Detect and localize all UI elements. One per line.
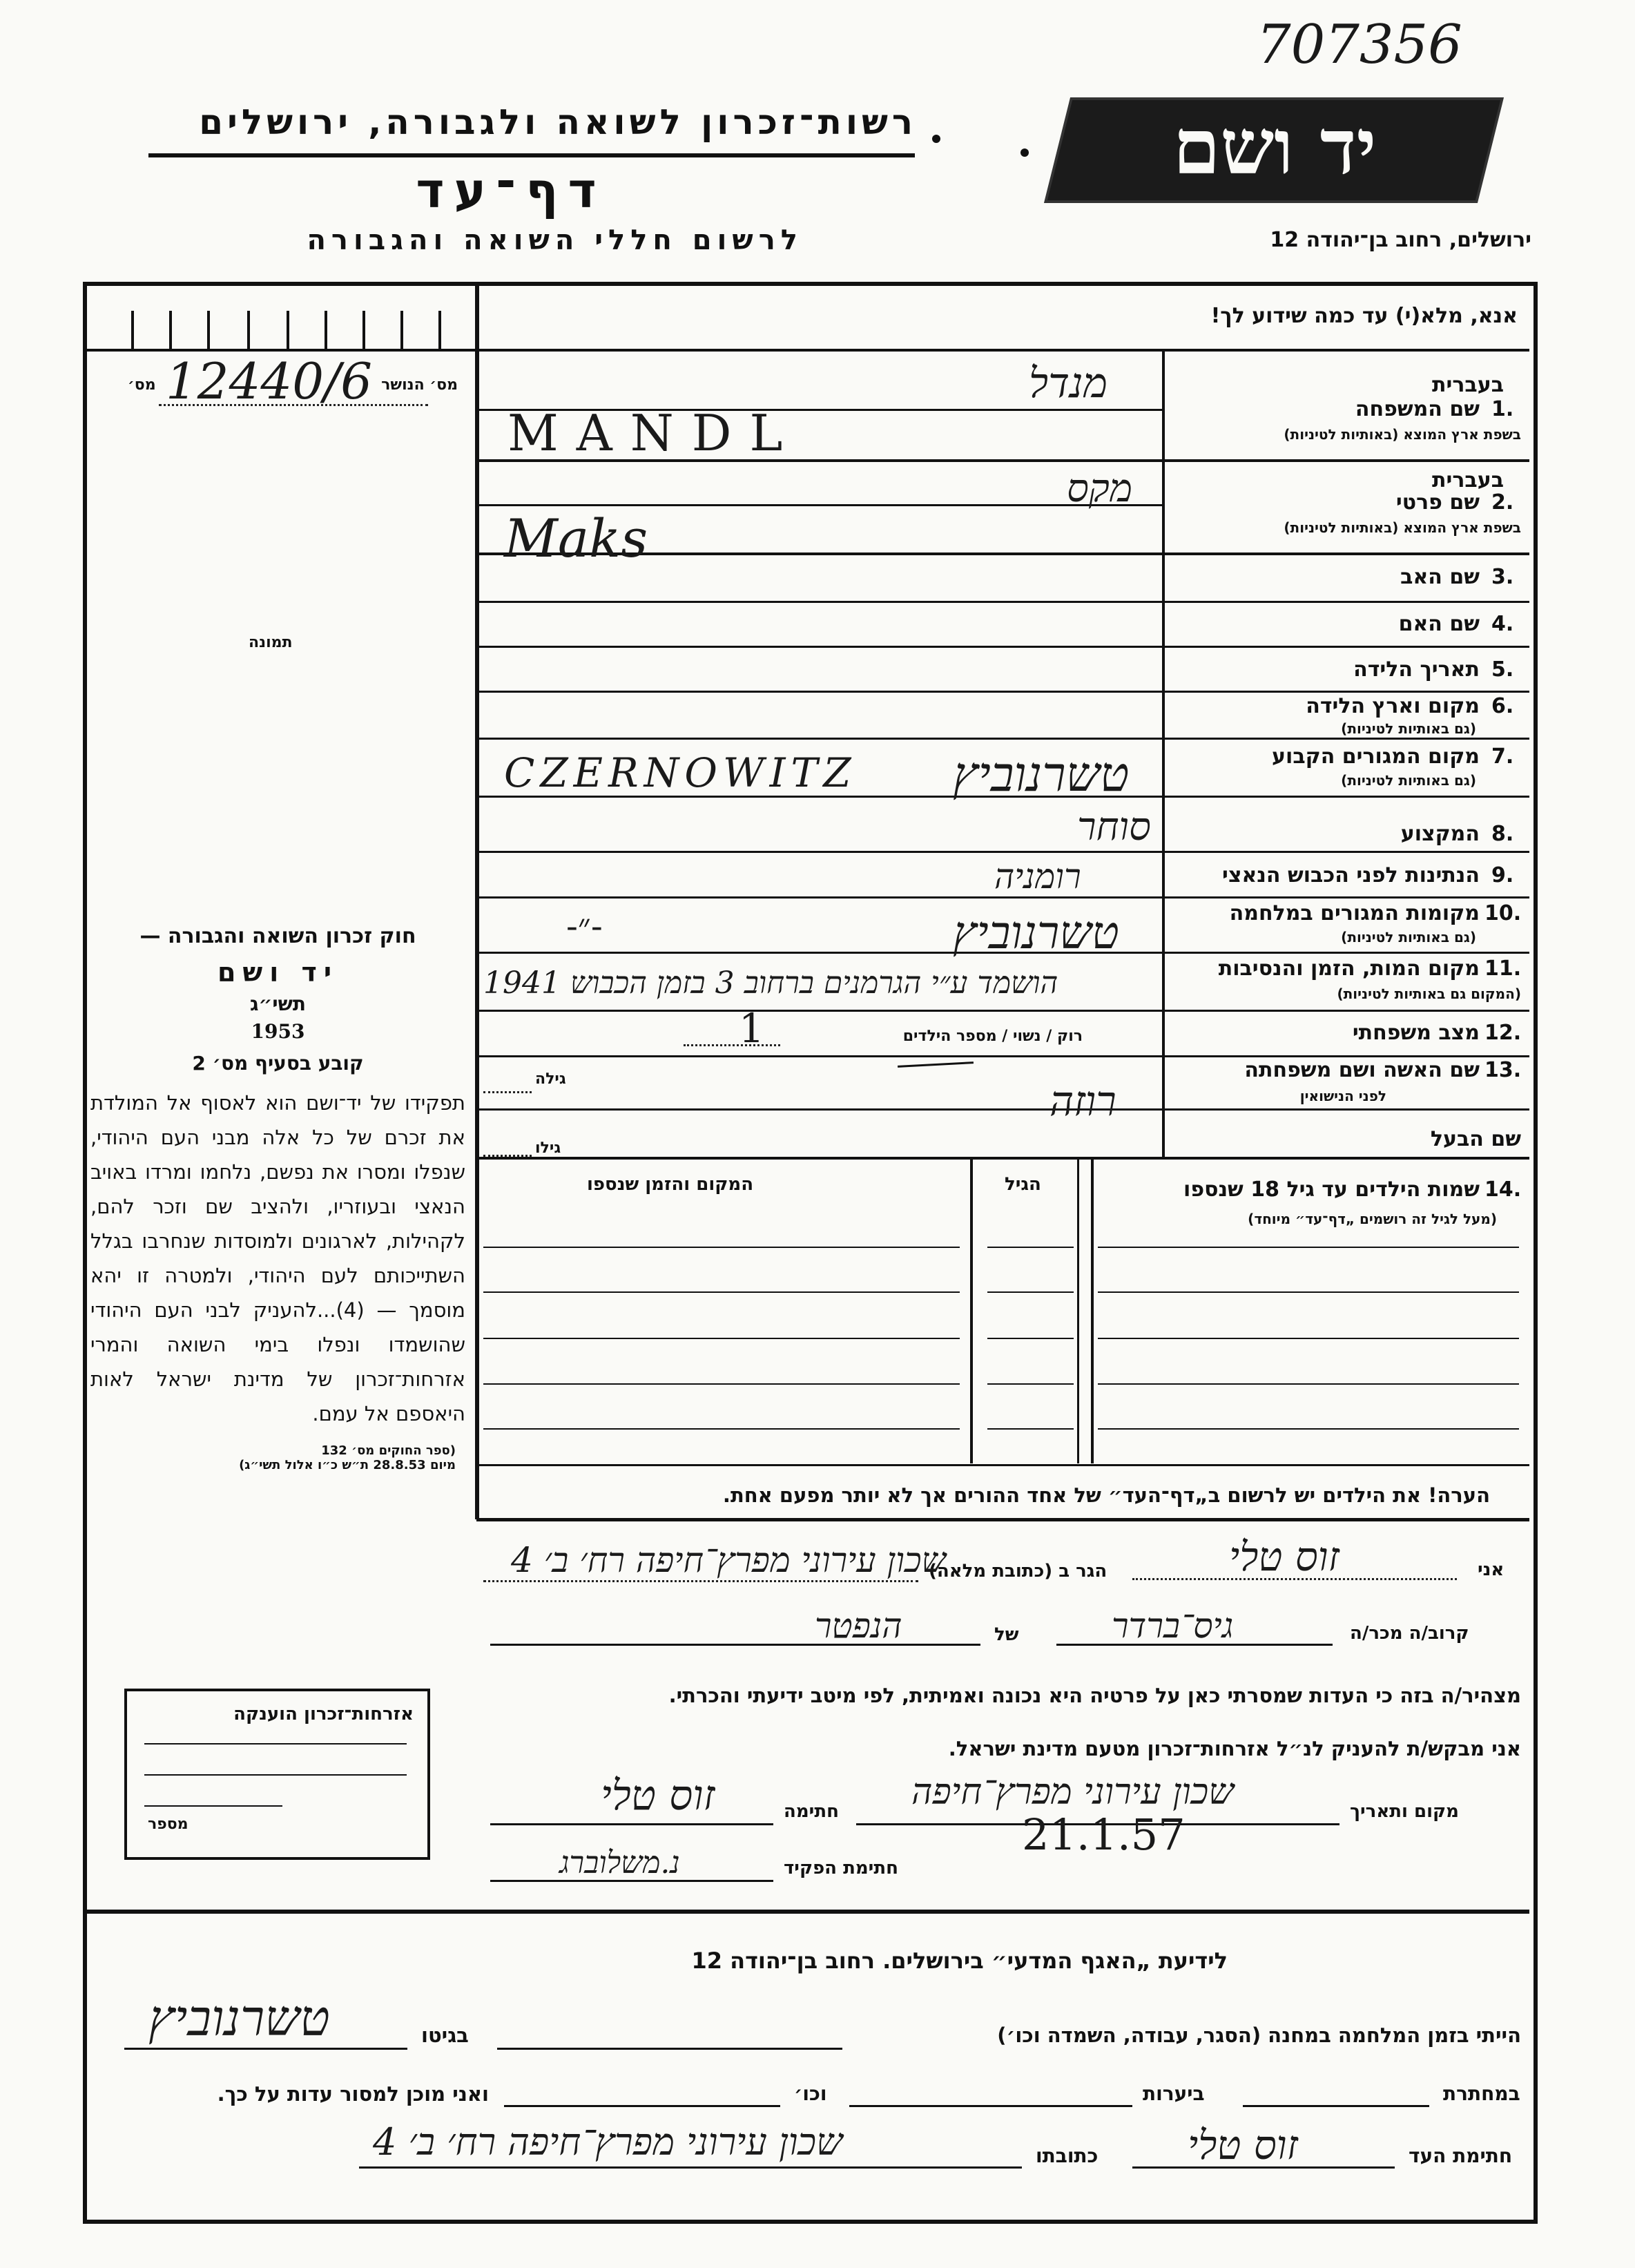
field-13-age-label: גילה [535, 1070, 566, 1088]
children-col-place: המקום והזמן שנספו [587, 1174, 754, 1195]
footer-ghetto-label: בגיטו [421, 2024, 469, 2047]
statement-text: מצהיר/ה בזה כי העדות שמסרתי כאן על פרטיה היא נכונה ואמיתית, לפי מיטב ידיעתי והכרתי. [668, 1684, 1521, 1707]
address-line [483, 1580, 918, 1582]
field-11-num: 11. [1484, 957, 1522, 981]
form-subtitle: לרשום חללי השואה והגבורה [307, 224, 803, 256]
witness-address: שכון עירוני מפרץ־חיפה רח׳ ב׳ 4 [373, 2120, 843, 2164]
field-9-label: הנתינות לפני הכבוש הנאצי [1222, 863, 1480, 887]
form-title: דף־עד [416, 162, 606, 219]
registry-label: מס׳ הנושר [381, 376, 458, 394]
law-source-1: (ספר החוקים מס׳ 132 [321, 1443, 456, 1458]
field-2-sub: בשפת ארץ המוצא (באותיות לטיניות) [1284, 519, 1521, 536]
first-name-hebrew: מקס [1067, 466, 1133, 511]
children-num: 14. [1484, 1178, 1522, 1202]
field-7-sub: (גם באותיות לטיניות) [1341, 772, 1476, 789]
field-6-num: 6. [1491, 694, 1514, 718]
field-12-label: מצב משפחתי [1352, 1021, 1480, 1045]
field-6-label: מקום וארץ הלידה [1306, 694, 1480, 718]
request-text: אני מבקש/ת להעניק לנ״ל אזרחות־זכרון מטעם מדינת ישראל. [948, 1737, 1521, 1760]
profession-value: סוחר [1077, 805, 1151, 849]
registry-number: 12440/6 [166, 352, 373, 410]
bullet-dot [932, 135, 940, 143]
institution-underline [148, 153, 915, 157]
relative-label: קרוב/ה מכר/ה [1350, 1623, 1469, 1644]
bullet-dot [1020, 148, 1029, 157]
field-11-sub: (המקום גם באותיות לטיניות) [1337, 986, 1521, 1002]
logo-text: יד ושם [1172, 102, 1377, 191]
law-year-he: תשי״ג [250, 992, 306, 1015]
declarant-address: שכון עירוני מפרץ־חיפה רח׳ ב׳ 4 [511, 1540, 946, 1580]
citizenship-label: אזרחות־זכרון הוענקה [233, 1704, 414, 1724]
surname-latin: MANDL [507, 404, 801, 462]
field-4-num: 4. [1491, 612, 1514, 636]
husband-label: שם הבעל [1430, 1127, 1521, 1151]
note-divider [476, 1518, 1529, 1521]
law-title: חוק זכרון השואה והגבורה — [139, 924, 416, 948]
institution-name: רשות־זכרון לשואה ולגבורה, ירושלים [199, 102, 917, 142]
field-2-num: 2. [1491, 490, 1514, 515]
law-name: יד ושם [217, 957, 339, 988]
field-12-num: 12. [1484, 1021, 1522, 1045]
signature-value: זוס טלי [601, 1771, 715, 1820]
relation-value: גיס־ברדר [1112, 1606, 1234, 1646]
signature-line [490, 1823, 773, 1825]
label-column-divider [1162, 349, 1165, 1157]
field-5-label: תאריך הלידה [1353, 657, 1480, 682]
field-7-num: 7. [1491, 744, 1514, 769]
law-clause: קובע בסעיף מס׳ 2 [192, 1052, 364, 1075]
intro-instruction: אנא, מלא(י) עד כמה שידוע לך! [1210, 304, 1518, 328]
citizenship-no-label: מספר [148, 1816, 188, 1833]
field-8-label: המקצוע [1400, 822, 1480, 846]
husband-age-label: גילו [535, 1140, 561, 1157]
declarant-name: זוס טלי [1229, 1533, 1339, 1580]
death-details: הושמד ע״י הגרמנים ברחוב 3 בזמן הכבוש 1941 [483, 965, 1058, 1001]
field-3-label: שם האב [1400, 565, 1480, 589]
footer-forests: ביערות [1143, 2082, 1205, 2105]
footer-ready: ואני מוכן למסור עדות על כך. [217, 2082, 489, 2106]
children-count: 1 [739, 1005, 764, 1052]
field-10-num: 10. [1484, 901, 1522, 925]
place-date-label: מקום ותאריך [1350, 1801, 1459, 1822]
nationality-value: רומניה [994, 856, 1081, 896]
law-sidebar [86, 919, 470, 1472]
date-value: 21.1.57 [1022, 1809, 1186, 1860]
field-12-sub: רוק / נשוי / מספר הילדים [902, 1028, 1083, 1045]
underground-line [1243, 2105, 1429, 2107]
witness-signature: זוס טלי [1188, 2122, 1298, 2169]
field-4-label: שם האם [1398, 612, 1480, 636]
citizenship-box [124, 1689, 430, 1860]
camp-line [497, 2048, 842, 2050]
field-11-label: מקום המות, הזמן והנסיבות [1218, 957, 1480, 981]
law-source-2: מיום 28.8.53 ת״ש כ״ו אלול תשי״ג) [239, 1458, 456, 1472]
field-1-label: שם המשפחה [1355, 397, 1480, 421]
field-7-label: מקום המגורים הקבוע [1272, 744, 1480, 769]
address-line: ירושלים, רחוב בן־יהודה 12 [1270, 228, 1531, 252]
field-10-sub: (גם באותיות לטיניות) [1341, 929, 1476, 945]
etc-line [504, 2105, 780, 2107]
children-sub: (מעל לגיל זה רושמים „דף־עד״ מיוחד) [1248, 1211, 1497, 1227]
wife-name: רוזה [1049, 1077, 1116, 1126]
footer-underground: במחתרת [1443, 2082, 1520, 2105]
field-13-sub: לפני הנישואין [1299, 1088, 1386, 1104]
intro-divider [476, 349, 1529, 352]
law-text: תפקידו של יד־ושם הוא לאסוף אל המולדת את זכרם של כל אלה מבני העם היהודי, שנפלו ומסרו את נפשם, נלחמו ומרדו באויב הנאצי ובעוזריו, ולהציב שם וזכר להם, לקהילות, לארגונים ולמוסדות שנחרבו בגלל השתייכותם לעם היהודי, ולמטרה זו יהא מוסמך — (4)...להעניק לבני העם היהודי שהושמדו ונפלו בימי השואה והמרי אזרחות־זכרון של מדינת ישראל לאות היאספם אל עמם. [90, 1091, 465, 1425]
note-text: הערה! את הילדים יש לרשום ב„דף־העד״ של אחד ההורים אך לא יותר מפעם אחת. [722, 1483, 1490, 1507]
registry-no-label: מס׳ [128, 376, 156, 394]
of-line [490, 1644, 980, 1646]
field-1-num: 1. [1491, 397, 1514, 421]
declarant-i-label: אני [1478, 1559, 1505, 1580]
in-hebrew-label-1: בעברית [1432, 373, 1504, 397]
left-column-divider [475, 283, 479, 1519]
resident-label: הגר ב (כתובת מלאה) [929, 1561, 1107, 1582]
wartime-residence: טשרנוביץ [953, 906, 1119, 959]
footer-etc: וכו׳ [794, 2082, 827, 2105]
field-13-num: 13. [1484, 1058, 1522, 1082]
husband-age-dots [483, 1155, 532, 1157]
residence-hebrew: טשרנוביץ [953, 746, 1130, 803]
field-9-num: 9. [1491, 863, 1514, 887]
in-hebrew-label-2: בעברית [1432, 468, 1504, 492]
officer-signature: נ.משלוברג [559, 1845, 680, 1881]
photo-label: תמונה [249, 634, 293, 651]
of-label: של [994, 1624, 1019, 1645]
children-label: שמות הילדים עד גיל 18 שנספו [1183, 1178, 1480, 1202]
stamp-number: 707356 [1257, 14, 1462, 76]
field-3-num: 3. [1491, 565, 1514, 589]
ticks-baseline [87, 349, 475, 352]
footer-camp-label: הייתי בזמן המלחמה במחנה (הסגר, עבודה, השמדה וכו׳) [997, 2024, 1521, 2047]
officer-label: חתימת הפקיד [784, 1858, 898, 1878]
footer-title: לידיעת „האגף המדעי״ בירושלים. רחוב בן־יהודה 12 [691, 1948, 1228, 1974]
children-col-age: הגיל [1005, 1174, 1041, 1195]
field-2-label: שם פרטי [1395, 490, 1480, 515]
field-6-sub: (גם באותיות לטיניות) [1341, 720, 1476, 737]
yad-vashem-logo [1047, 100, 1500, 200]
field-5-num: 5. [1491, 657, 1514, 682]
ghetto-line [124, 2048, 407, 2050]
field-8-num: 8. [1491, 822, 1514, 846]
witness-addr-label: כתובתו [1036, 2144, 1099, 2167]
witness-sig-label: חתימת העד [1409, 2144, 1513, 2167]
of-name: הנפטר [815, 1606, 902, 1646]
witness-addr-line [359, 2166, 1022, 2169]
field-10-label: מקומות המגורים במלחמה [1229, 901, 1480, 925]
ghetto-value: טשרנוביץ [148, 1989, 330, 2047]
residence-latin: CZERNOWITZ [504, 749, 857, 796]
law-year: 1953 [251, 1020, 305, 1043]
field-1-sub: בשפת ארץ המוצא (באותיות לטיניות) [1284, 426, 1521, 443]
field-13-age-dots [483, 1091, 532, 1093]
field-12-dots [684, 1044, 780, 1046]
field-13-label: שם האשה ושם משפחתה [1244, 1058, 1480, 1082]
forests-line [849, 2105, 1132, 2107]
signature-label: חתימה [784, 1801, 839, 1822]
surname-hebrew: מנדל [1029, 359, 1108, 407]
wartime-ditto: -״- [566, 906, 603, 946]
first-name-latin: Maks [504, 508, 648, 569]
place-value: שכון עירוני מפרץ־חיפה [911, 1771, 1235, 1813]
registry-underline [159, 404, 428, 406]
footer-divider [87, 1910, 1529, 1914]
